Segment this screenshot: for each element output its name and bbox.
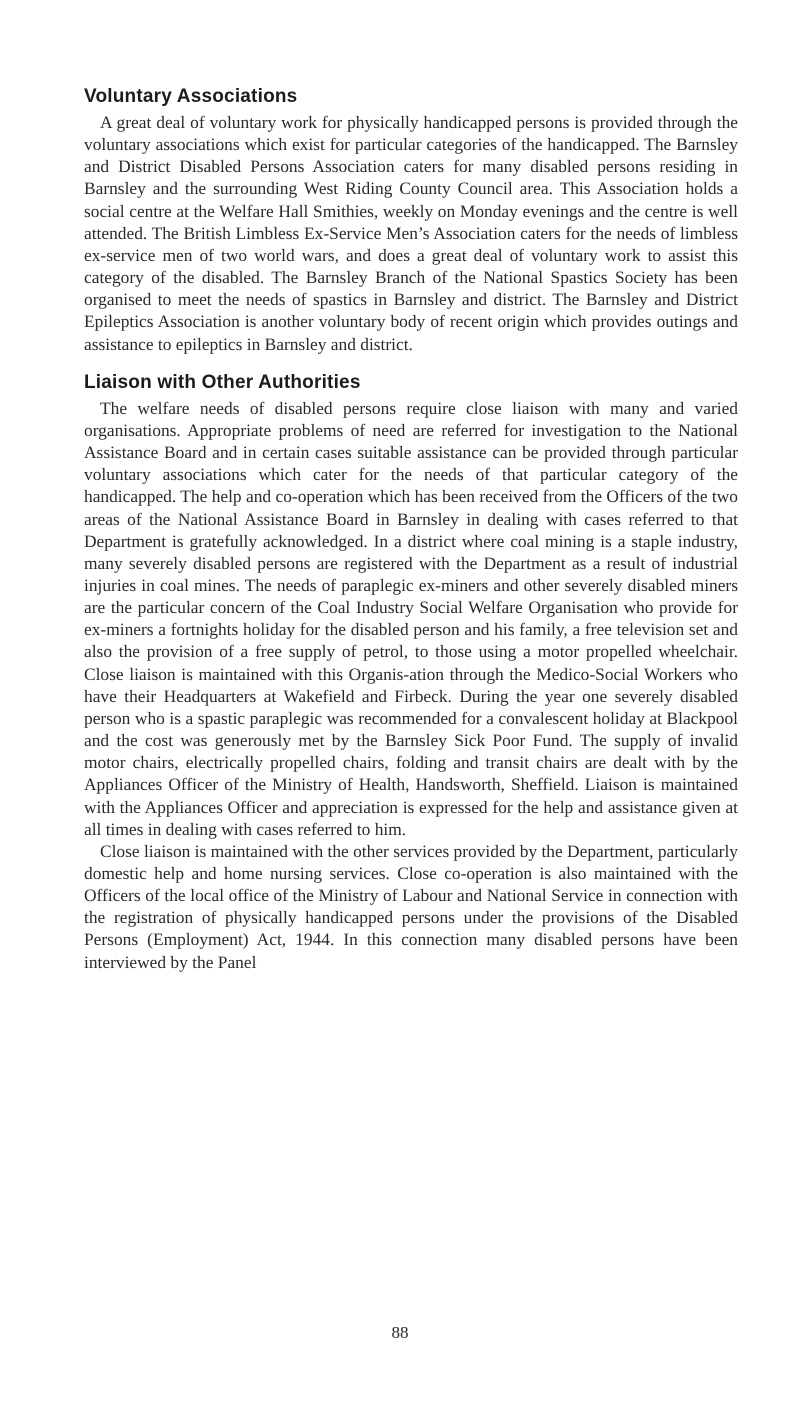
body-paragraph: Close liaison is maintained with the other services provided by the Department, particularly domestic help and home nursing services. Close co-operation is also maintained with the Officers of the local office of the Ministry of Labour and National Service in connection with the registration of physically handicapped persons under the provisions of the Disabled Persons (Employment) Act, 1944. In this connection many disabled persons have been interviewed by the Panel (84, 840, 738, 972)
body-paragraph: A great deal of voluntary work for physically handicapped persons is provided through the voluntary associations which exist for particular categories of the handicapped. The Barnsley and District Disabled Persons Association caters for many disabled persons residing in Barnsley and the surrounding West Riding County Council area. This Association holds a social centre at the Welfare Hall Smithies, weekly on Monday evenings and the centre is well attended. The British Limbless Ex-Service Men’s Association caters for the needs of limbless ex-service men of two world wars, and does a great deal of voluntary work to assist this category of the disabled. The Barnsley Branch of the National Spastics Society has been organised to meet the needs of spastics in Barnsley and district. The Barnsley and District Epileptics Association is another voluntary body of recent origin which provides outings and assistance to epileptics in Barnsley and district. (84, 112, 738, 354)
section-heading: Voluntary Associations (84, 86, 298, 107)
page-number: 88 (391, 1323, 409, 1342)
section-heading: Liaison with Other Authorities (84, 371, 361, 393)
section-voluntary-associations (84, 86, 738, 355)
body-paragraph: The welfare needs of disabled persons require close liaison with many and varied organisations. Appropriate problems of need are referred for investigation to the National Assistance Board and in certain cases suitable assistance can be provided through particular voluntary associations which cater for the needs of that particular category of the handicapped. The help and co-operation which has been received from the Officers of the two areas of the National Assistance Board in Barnsley in dealing with cases referred to that Department is gratefully acknowledged. In a district where coal mining is a staple industry, many severely disabled persons are registered with the Department as a result of industrial injuries in coal mines. The needs of paraplegic ex-miners and other severely disabled miners are the particular concern of the Coal Industry Social Welfare Organisation who provide for ex-miners a fortnights holiday for the disabled person and his family, a free television set and also the provision of a free supply of petrol, to those using a motor propelled wheelchair. Close liaison is maintained with this Organis-ation through the Medico-Social Workers who have their Headquarters at Wakefield and Firbeck. During the year one severely disabled person who is a spastic paraplegic was recommended for a convalescent holiday at Blackpool and the cost was generously met by the Barnsley Sick Poor Fund. The supply of invalid motor chairs, electrically propelled chairs, folding and transit chairs are dealt with by the Appliances Officer of the Ministry of Health, Handsworth, Sheffield. Liaison is maintained with the Appliances Officer and appreciation is expressed for the help and assistance given at all times in dealing with cases referred to him. (84, 397, 738, 839)
section-liaison-with-other-authorities (84, 372, 738, 973)
document-page (84, 86, 738, 990)
